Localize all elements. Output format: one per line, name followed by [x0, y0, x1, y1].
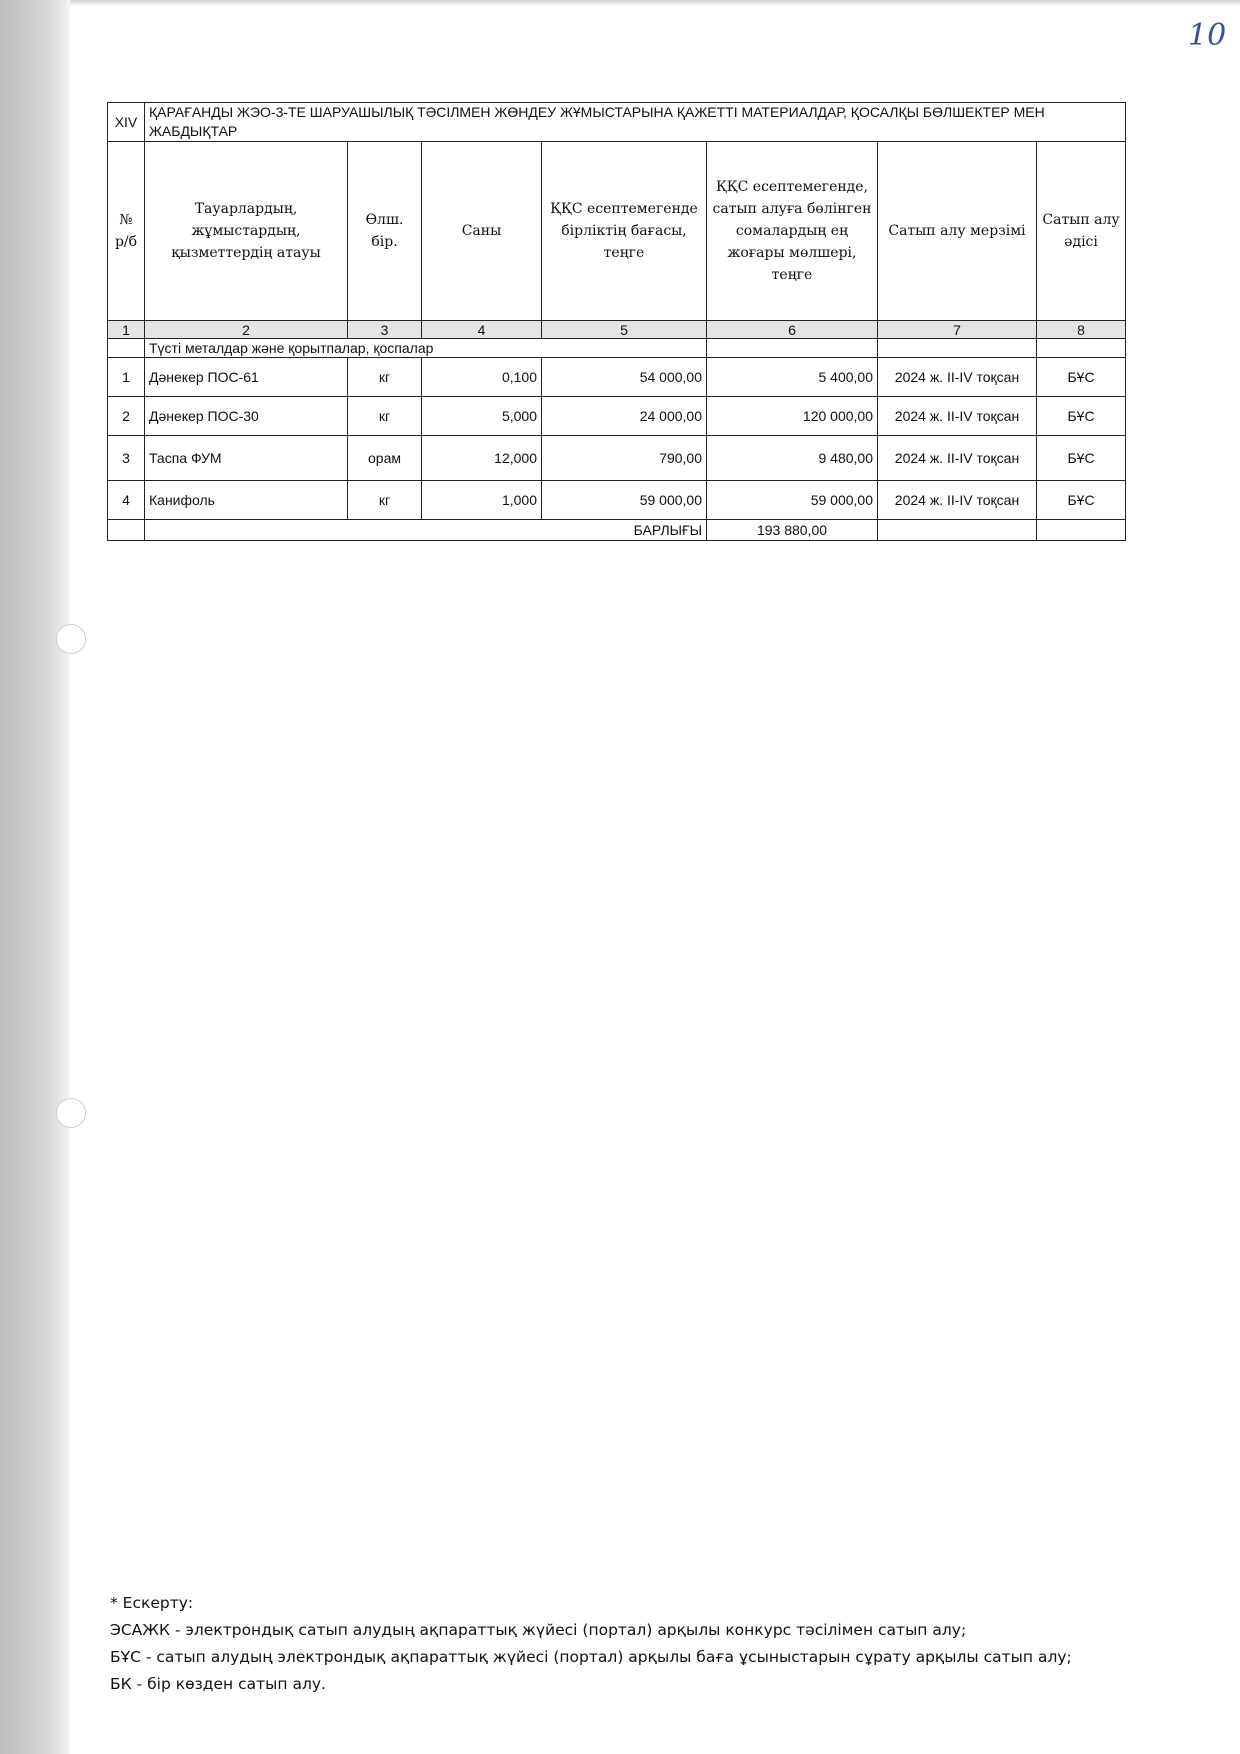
item-period: 2024 ж. II-IV тоқсан: [878, 436, 1037, 481]
item-qty: 0,100: [422, 358, 542, 397]
column-index: 8: [1037, 321, 1126, 339]
group-spacer: [1037, 339, 1126, 358]
column-header-amount: ҚҚС есептемегенде, сатып алуға бөлінген сомалардың ең жоғары мөлшері, теңге: [707, 142, 878, 321]
item-unit: кг: [348, 358, 422, 397]
column-header-method: Сатып алу әдісі: [1037, 142, 1126, 321]
column-header-row: [108, 142, 1126, 321]
column-header-name: Тауарлардың, жұмыстардың, қызметтердің атауы: [145, 142, 348, 321]
group-spacer: [108, 339, 145, 358]
item-name: Канифоль: [145, 481, 348, 520]
column-header-unit: Өлш. бір.: [348, 142, 422, 321]
column-header-price: ҚҚС есептемегенде бірліктің бағасы, теңге: [542, 142, 707, 321]
item-name: Дәнекер ПОС-61: [145, 358, 348, 397]
table-row: [108, 358, 1126, 397]
group-row: [108, 339, 1126, 358]
item-price: 54 000,00: [542, 358, 707, 397]
column-header-qty: Саны: [422, 142, 542, 321]
item-unit: кг: [348, 481, 422, 520]
section-title: ҚАРАҒАНДЫ ЖЭО-3-ТЕ ШАРУАШЫЛЫҚ ТӘСІЛМЕН ЖӨНДЕУ ЖҰМЫСТАРЫНА ҚАЖЕТТІ МАТЕРИАЛДАР, ҚОСАЛҚЫ БӨЛШЕКТЕР МЕН ЖАБДЫҚТАР: [145, 103, 1126, 142]
section-header-row: [108, 103, 1126, 142]
column-index: 2: [145, 321, 348, 339]
item-price: 790,00: [542, 436, 707, 481]
item-method: БҰС: [1037, 397, 1126, 436]
item-price: 24 000,00: [542, 397, 707, 436]
column-header-period: Сатып алу мерзімі: [878, 142, 1037, 321]
item-amount: 9 480,00: [707, 436, 878, 481]
item-qty: 5,000: [422, 397, 542, 436]
item-period: 2024 ж. II-IV тоқсан: [878, 397, 1037, 436]
column-index: 4: [422, 321, 542, 339]
group-spacer: [878, 339, 1037, 358]
column-index: 5: [542, 321, 707, 339]
page-number: 10: [1188, 18, 1227, 53]
item-amount: 59 000,00: [707, 481, 878, 520]
footnote-line: БК - бір көзден сатып алу.: [110, 1675, 326, 1693]
punch-hole: [56, 1098, 86, 1128]
item-period: 2024 ж. II-IV тоқсан: [878, 481, 1037, 520]
scan-top-edge: [70, 0, 1240, 6]
footnote-line: ЭСАЖК - электрондық сатып алудың ақпараттық жүйесі (портал) арқылы конкурс тәсілімен сатып алу;: [110, 1621, 967, 1639]
total-spacer: [1037, 520, 1126, 541]
section-number: XIV: [108, 103, 145, 142]
column-index-row: [108, 321, 1126, 339]
group-spacer: [707, 339, 878, 358]
item-price: 59 000,00: [542, 481, 707, 520]
total-row: [108, 520, 1126, 541]
item-method: БҰС: [1037, 481, 1126, 520]
scan-left-edge: [0, 0, 70, 1754]
column-index: 6: [707, 321, 878, 339]
item-qty: 12,000: [422, 436, 542, 481]
column-index: 1: [108, 321, 145, 339]
item-qty: 1,000: [422, 481, 542, 520]
procurement-table: [107, 102, 1126, 541]
total-amount: 193 880,00: [707, 520, 878, 541]
table-row: [108, 436, 1126, 481]
column-index: 7: [878, 321, 1037, 339]
footnote-line: БҰС - сатып алудың электрондық ақпараттық жүйесі (портал) арқылы баға ұсыныстарын сұрату арқылы сатып алу;: [110, 1648, 1072, 1666]
item-unit: орам: [348, 436, 422, 481]
item-name: Таспа ФУМ: [145, 436, 348, 481]
item-method: БҰС: [1037, 436, 1126, 481]
row-number: 1: [108, 358, 145, 397]
table-row: [108, 481, 1126, 520]
footnote: [110, 1590, 1110, 1698]
group-label: Түсті металдар және қорытпалар, қоспалар: [145, 339, 707, 358]
row-number: 3: [108, 436, 145, 481]
total-label: БАРЛЫҒЫ: [145, 520, 707, 541]
item-amount: 5 400,00: [707, 358, 878, 397]
column-header-no: № р/б: [108, 142, 145, 321]
item-name: Дәнекер ПОС-30: [145, 397, 348, 436]
column-index: 3: [348, 321, 422, 339]
total-spacer: [108, 520, 145, 541]
footnote-heading: * Ескерту:: [110, 1594, 194, 1612]
total-spacer: [878, 520, 1037, 541]
table-row: [108, 397, 1126, 436]
item-method: БҰС: [1037, 358, 1126, 397]
row-number: 2: [108, 397, 145, 436]
item-unit: кг: [348, 397, 422, 436]
item-period: 2024 ж. II-IV тоқсан: [878, 358, 1037, 397]
punch-hole: [56, 624, 86, 654]
row-number: 4: [108, 481, 145, 520]
item-amount: 120 000,00: [707, 397, 878, 436]
